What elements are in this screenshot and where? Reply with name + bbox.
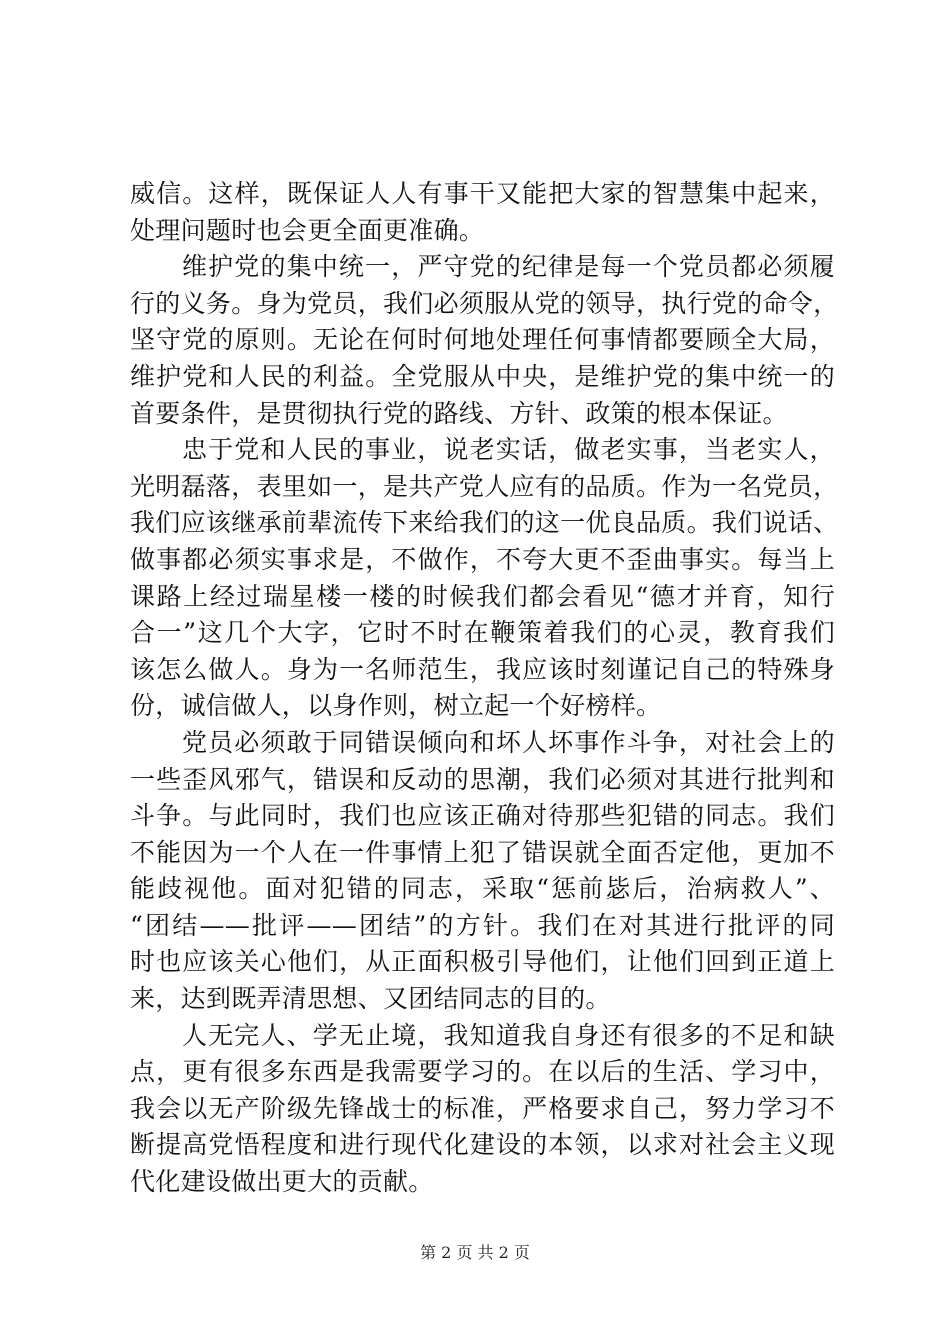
text-line: 来，达到既弄清思想、又团结同志的目的。 (130, 984, 611, 1014)
page-footer: 第 2 页 共 2 页 (420, 1243, 530, 1262)
text-line: 一些歪风邪气，错误和反动的思潮，我们必须对其进行批判和 (130, 764, 835, 794)
document-body (130, 176, 839, 1201)
text-line: 维护党和人民的利益。全党服从中央，是维护党的集中统一的 (130, 361, 835, 391)
text-line: 忠于党和人民的事业，说老实话，做老实事，当老实人， (182, 435, 835, 465)
paragraph (130, 1018, 835, 1201)
text-line: 我们应该继承前辈流传下来给我们的这一优良品质。我们说话、 (130, 508, 839, 538)
text-line: 行的义务。身为党员，我们必须服从党的领导，执行党的命令， (130, 288, 839, 318)
text-line: 维护党的集中统一，严守党的纪律是每一个党员都必须履 (182, 252, 835, 282)
text-line: 不能因为一个人在一件事情上犯了错误就全面否定他，更加不 (130, 837, 835, 867)
text-line: 斗争。与此同时，我们也应该正确对待那些犯错的同志。我们 (130, 801, 835, 831)
paragraph (130, 725, 835, 1018)
text-line: 课路上经过瑞星楼一楼的时候我们都会看见“德才并育，知行 (130, 581, 835, 611)
text-line: 首要条件，是贯彻执行党的路线、方针、政策的根本保证。 (130, 398, 788, 428)
text-line: “团结——批评——团结”的方针。我们在对其进行批评的同 (130, 910, 835, 940)
text-line: 点，更有很多东西是我需要学习的。在以后的生活、学习中， (130, 1057, 835, 1087)
text-line: 处理问题时也会更全面更准确。 (130, 215, 485, 245)
text-line: 威信。这样，既保证人人有事干又能把大家的智慧集中起来， (130, 179, 835, 208)
text-line: 能歧视他。面对犯错的同志，采取“惩前毖后，治病救人”、 (130, 874, 835, 904)
text-line: 坚守党的原则。无论在何时何地处理任何事情都要顾全大局， (130, 325, 835, 355)
text-line: 合一”这几个大字，它时不时在鞭策着我们的心灵，教育我们 (130, 618, 835, 648)
paragraph (130, 176, 835, 249)
paragraph (130, 432, 839, 725)
text-line: 该怎么做人。身为一名师范生，我应该时刻谨记自己的特殊身 (130, 654, 835, 684)
paragraph (130, 249, 839, 432)
text-line: 光明磊落，表里如一，是共产党人应有的品质。作为一名党员， (130, 471, 839, 501)
text-line: 断提高党悟程度和进行现代化建设的本领，以求对社会主义现 (130, 1130, 835, 1160)
text-line: 党员必须敢于同错误倾向和坏人坏事作斗争，对社会上的 (182, 727, 835, 757)
text-line: 做事都必须实事求是，不做作，不夸大更不歪曲事实。每当上 (130, 544, 835, 574)
text-line: 时也应该关心他们，从正面积极引导他们，让他们回到正道上 (130, 947, 835, 977)
text-line: 代化建设做出更大的贡献。 (130, 1167, 434, 1197)
text-line: 人无完人、学无止境，我知道我自身还有很多的不足和缺 (182, 1020, 835, 1050)
text-line: 我会以无产阶级先锋战士的标准，严格要求自己，努力学习不 (130, 1093, 835, 1123)
text-line: 份，诚信做人，以身作则，树立起一个好榜样。 (130, 691, 662, 721)
